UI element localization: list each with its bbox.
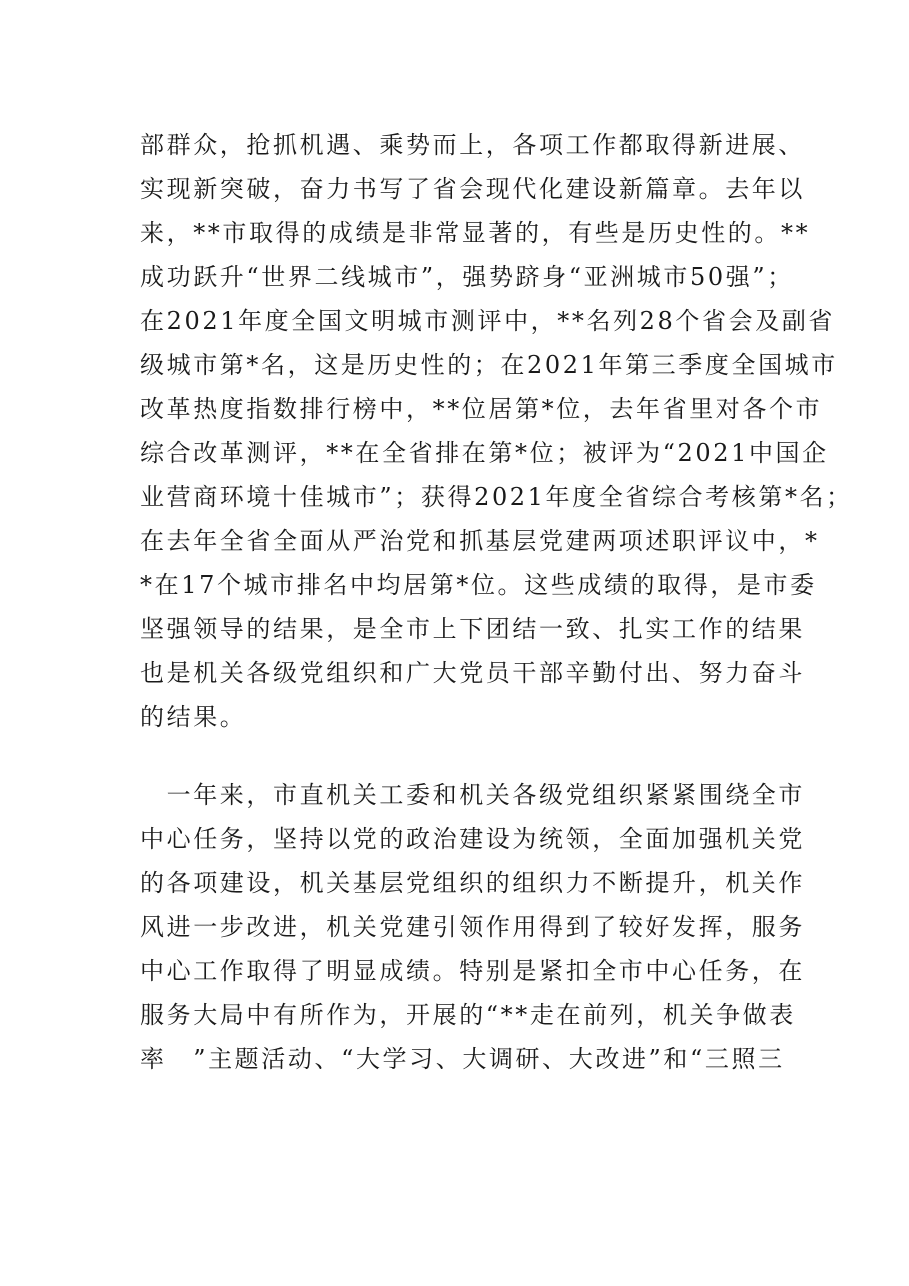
- text-line: 中心工作取得了明显成绩。特别是紧扣全市中心任务，在: [140, 957, 805, 985]
- text-line: 的各项建设，机关基层党组织的组织力不断提升，机关作: [140, 869, 805, 897]
- text-line: 在2021年度全国文明城市测评中，**名列28个省会及副省: [140, 307, 836, 335]
- text-line: 率 ”主题活动、“大学习、大调研、大改进”和“三照三: [140, 1045, 785, 1073]
- text-line: 成功跃升“世界二线城市”，强势跻身“亚洲城市50强”；: [140, 263, 794, 291]
- text-line: 实现新突破，奋力书写了省会现代化建设新篇章。去年以: [140, 175, 805, 203]
- text-line: 服务大局中有所作为，开展的“**走在前列，机关争做表: [140, 1001, 796, 1029]
- text-line: 级城市第*名，这是历史性的；在2021年第三季度全国城市: [140, 351, 838, 379]
- text-line: *在17个城市排名中均居第*位。这些成绩的取得，是市委: [140, 571, 817, 599]
- text-line: 一年来，市直机关工委和机关各级党组织紧紧围绕全市: [140, 781, 805, 809]
- text-line: 的结果。: [140, 703, 247, 731]
- text-line: 综合改革测评，**在全省排在第*位；被评为“2021中国企: [140, 439, 829, 467]
- text-line: 来，**市取得的成绩是非常显著的，有些是历史性的。**: [140, 219, 811, 247]
- text-line: 风进一步改进，机关党建引领作用得到了较好发挥，服务: [140, 913, 805, 941]
- text-line: 业营商环境十佳城市”；获得2021年度全省综合考核第*名；: [140, 483, 853, 511]
- text-line: 也是机关各级党组织和广大党员干部辛勤付出、努力奋斗: [140, 659, 805, 687]
- text-line: 在去年全省全面从严治党和抓基层党建两项述职评议中，*: [140, 527, 820, 555]
- text-line: 改革热度指数排行榜中，**位居第*位，去年省里对各个市: [140, 395, 823, 423]
- text-line: 坚强领导的结果，是全市上下团结一致、扎实工作的结果: [140, 615, 805, 643]
- text-line: 部群众，抢抓机遇、乘势而上，各项工作都取得新进展、: [140, 131, 805, 159]
- text-line: 中心任务，坚持以党的政治建设为统领，全面加强机关党: [140, 825, 805, 853]
